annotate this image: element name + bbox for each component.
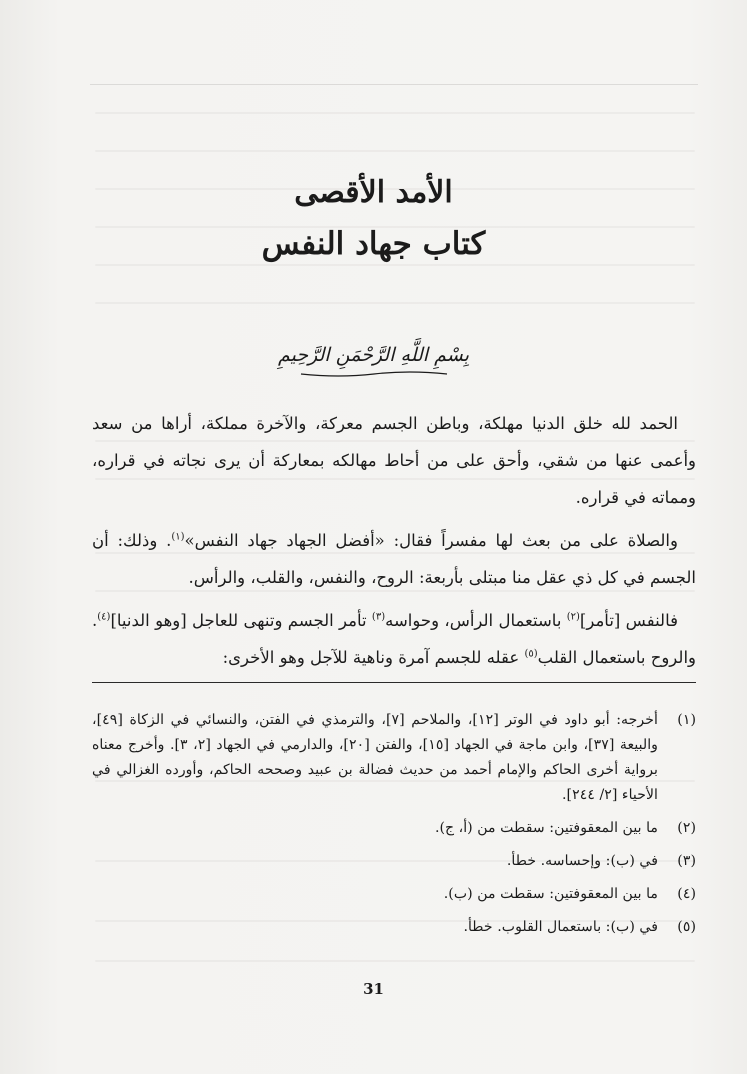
footnote-text: ما بين المعقوفتين: سقطت من (أ، ج). xyxy=(434,820,658,836)
book-title: الأمد الأقصى xyxy=(294,175,453,210)
footnote-number: (٥) xyxy=(677,919,696,935)
paragraph-nafs xyxy=(92,602,696,676)
footnote-item xyxy=(92,816,696,841)
chapter-title: كتاب جهاد النفس xyxy=(261,226,486,262)
text-segment: باستعمال الرأس، وحواسه xyxy=(385,611,567,630)
footnotes xyxy=(92,708,696,948)
footnote-text: أخرجه: أبو داود في الوتر [١٢]، والملاحم [٧]، والترمذي في الفتن، والنسائي في الزكاة [٤٩]، والبيعة [٣٧]، وابن ماجة في الجهاد [١٥]، والفتن [٢٠]، والدارمي في الجهاد [٢، ٣]. وأخرج معناه برواية أخرى الحاكم والإمام أحمد من حديث فضالة بن عبيد وصححه الحاكم، وأورده الغزالي في الأحياء [٢/ ٢٤٤]. xyxy=(92,712,658,803)
text-segment: تأمر الجسم وتنهى للعاجل [وهو الدنيا] xyxy=(110,611,372,630)
footnote-number: (٢) xyxy=(677,820,696,836)
footnote-text: ما بين المعقوفتين: سقطت من (ب). xyxy=(443,886,658,902)
bleed-through-line xyxy=(95,112,695,114)
text-segment: . والروح باستعمال القلب xyxy=(92,611,696,667)
bleed-through-line xyxy=(95,960,695,962)
footnote-ref[interactable]: (٥) xyxy=(524,648,538,660)
footnote-number: (١) xyxy=(677,712,696,728)
text-segment: والصلاة على من بعث لها مفسراً فقال: «أفضل الجهاد جهاد النفس» xyxy=(184,531,678,550)
basmala-text: بِسْمِ اللَّهِ الرَّحْمَنِ الرَّحِيمِ xyxy=(278,344,469,366)
footnote-separator xyxy=(92,682,696,683)
text-segment: فالنفس [تأمر] xyxy=(579,611,678,630)
chapter-titles xyxy=(0,168,747,270)
basmala-flourish-icon xyxy=(299,370,449,378)
footnote-item xyxy=(92,708,696,808)
footnote-number: (٣) xyxy=(677,853,696,869)
main-text xyxy=(92,405,696,682)
page-number: 31 xyxy=(363,980,384,998)
bleed-through-line xyxy=(95,302,695,304)
text-segment: عقله للجسم آمرة وناهية للآجل وهو الأخرى: xyxy=(222,648,525,667)
footnote-ref[interactable]: (٣) xyxy=(371,611,386,623)
footnote-item xyxy=(92,915,696,940)
footnote-item xyxy=(92,849,696,874)
footnote-item xyxy=(92,882,696,907)
bleed-through-line xyxy=(95,150,695,152)
footnote-text: في (ب): وإحساسه. خطأ. xyxy=(506,853,658,869)
bleed-through-rule xyxy=(90,84,698,85)
text-segment: . وذلك: أن الجسم في كل ذي عقل منا مبتلى بأربعة: الروح، والنفس، والقلب، والرأس. xyxy=(92,531,696,587)
paragraph-salutation xyxy=(92,522,696,596)
footnote-ref[interactable]: (٢) xyxy=(566,611,580,623)
footnote-ref[interactable]: (٤) xyxy=(97,611,111,623)
footnote-text: في (ب): باستعمال القلوب. خطأ. xyxy=(463,919,658,935)
footnote-ref[interactable]: (١) xyxy=(171,531,185,543)
basmala xyxy=(0,340,747,378)
paragraph-praise: الحمد لله خلق الدنيا مهلكة، وباطن الجسم معركة، والآخرة مملكة، أراها من سعد وأعمى عنها من شقي، وأحق على من أحاط مهالكه بمعاركة أن يرى نجاته في قراره، ومماته في قراره. xyxy=(92,414,696,507)
footnote-number: (٤) xyxy=(677,886,696,902)
